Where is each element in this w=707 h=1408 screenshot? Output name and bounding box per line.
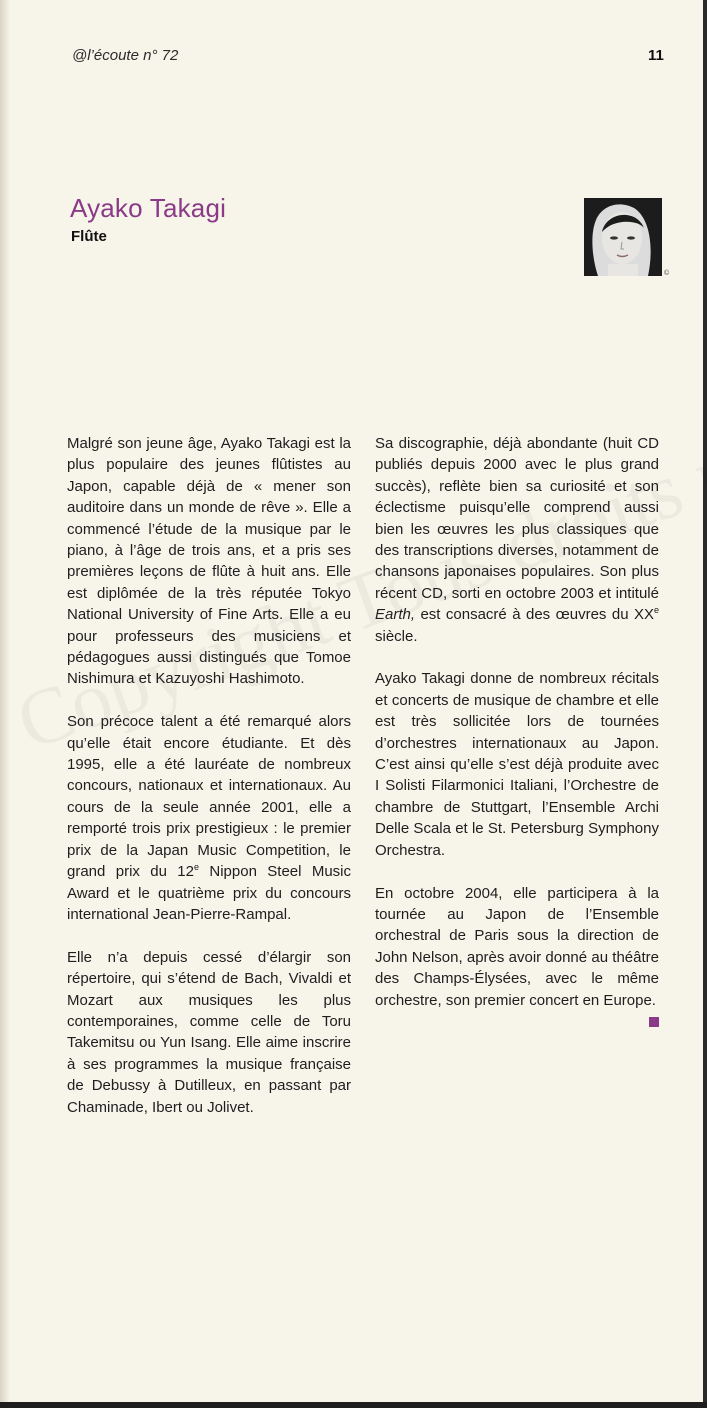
paragraph-2-text-b: Nippon Steel Music Award et le quatrième prix du concours international Jean-Pierre-Rampal. (67, 863, 351, 923)
artist-portrait (584, 198, 662, 276)
end-of-article-mark (649, 1017, 659, 1027)
photo-credit: © (664, 270, 670, 277)
scan-edge-bottom (0, 1402, 707, 1408)
artist-name: Ayako Takagi (70, 193, 227, 223)
page-edge-shadow (0, 0, 10, 1408)
paragraph-6-text: En octobre 2004, elle participera à la tournée au Japon de l’Ensemble orchestral de Paris sous la direction de John Nelson, après avoir donné au théâtre des Champs-Élysées, avec le même orchestre, son premier concert en Europe. (375, 884, 659, 1009)
paragraph-3: Elle n’a depuis cessé d’élargir son répertoire, qui s’étend de Bach, Vivaldi et Mozart aux musiques les plus contemporaines, comme celle de Toru Takemitsu ou Yun Isang. Elle aime inscrire à ses programmes la musique française de Debussy à Dutilleux, en passant par Chaminade, Ibert ou Jolivet. (67, 948, 351, 1116)
paragraph-4 (375, 433, 659, 647)
page-number: 11 (648, 47, 664, 64)
paragraph-4-text-a: Sa discographie, déjà abondante (huit CD publiés depuis 2000 avec le plus grand succès), reflète bien sa curiosité et son éclectisme puisqu’elle comprend aussi bien les œuvres les plus classiques que des transcriptions diverses, notamment de chansons japonaises populaires. Son plus récent CD, sorti en octobre 2003 et intitulé (375, 435, 659, 602)
paragraph-2 (67, 711, 351, 925)
running-head: @l’écoute n° 72 (72, 47, 179, 64)
article-column-left (67, 433, 351, 1139)
paragraph-4-text-b: est consacré à des œuvres du XX (415, 606, 654, 624)
paragraph-1: Malgré son jeune âge, Ayako Takagi est la plus populaire des jeunes flûtistes au Japon, capable déjà de « mener son auditoire dans un monde de rêve ». Elle a commencé l’étude de la musique par le piano, à l’âge de trois ans, et a pris ses premières leçons de flûte à huit ans. Elle est diplômée de la très réputée Tokyo National University of Fine Arts. Elle a eu pour professeurs des musiciens et pédagogues aussi distingués que Tomoe Nishimura et Kazuyoshi Hashimoto. (67, 435, 351, 688)
scan-edge-right (703, 0, 707, 1408)
artist-instrument: Flûte (71, 228, 107, 245)
century-superscript: e (653, 605, 659, 616)
paragraph-2-text-a: Son précoce talent a été remarqué alors qu’elle était encore étudiante. Et dès 1995, elle a été lauréate de nombreux concours, nationaux et internationaux. Au cours de la seule année 2001, elle a remporté trois prix prestigieux : le premier prix de la Japan Music Competition, le grand prix du 12 (67, 713, 351, 881)
article-column-right (375, 433, 659, 1032)
paragraph-4-text-c: siècle. (375, 627, 418, 645)
ordinal-superscript: e (194, 862, 200, 873)
cd-title: Earth, (375, 606, 416, 624)
paragraph-5: Ayako Takagi donne de nombreux récitals et concerts de musique de chambre et elle est très sollicitée lors de tournées d’orchestres internationaux au Japon. C’est ainsi qu’elle s’est déjà produite avec I Solisti Filarmonici Italiani, l’Orchestre de chambre de Stuttgart, l’Ensemble Archi Delle Scala et le St. Petersburg Symphony Orchestra. (375, 670, 659, 859)
paragraph-6 (375, 883, 659, 1011)
